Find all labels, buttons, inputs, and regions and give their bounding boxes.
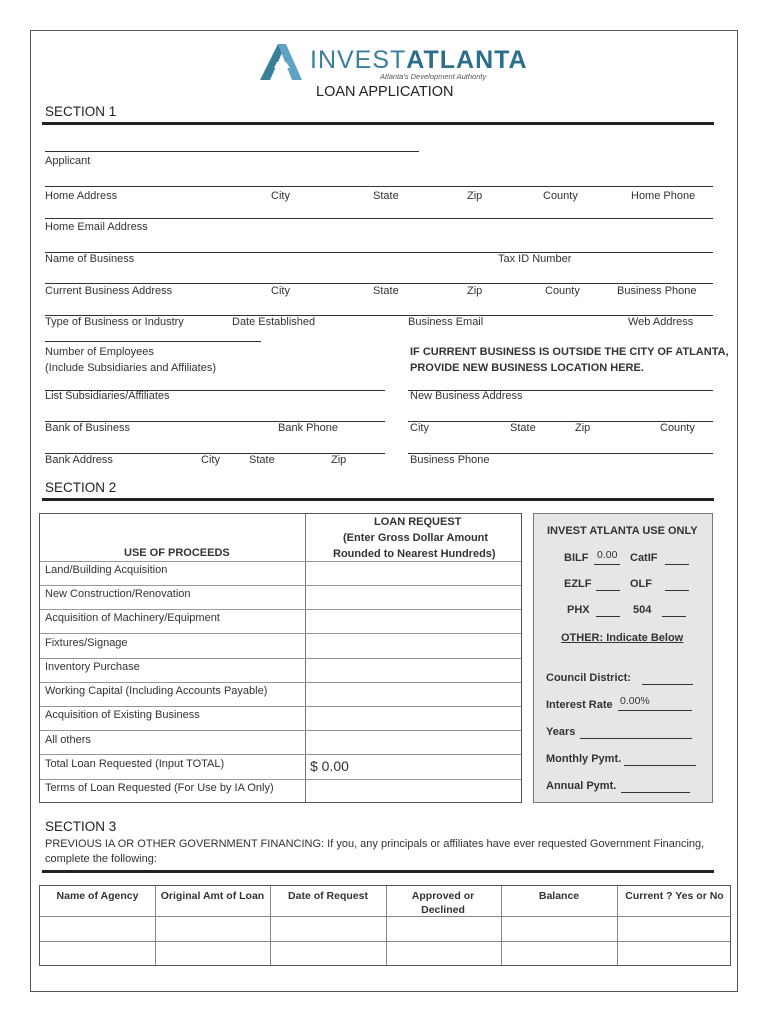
business-address-field-line[interactable] — [45, 283, 713, 284]
row-new-construction: New Construction/Renovation — [45, 588, 191, 600]
section-3-intro: PREVIOUS IA OR OTHER GOVERNMENT FINANCING: If you, any principals or affiliates have ever requested Government Financing, — [45, 838, 705, 850]
years-field-line[interactable] — [580, 738, 692, 739]
new-zip-label: Zip — [575, 422, 591, 434]
row-machinery: Acquisition of Machinery/Equipment — [45, 612, 220, 624]
col-balance: Balance — [538, 890, 580, 902]
catif-field-line[interactable] — [665, 564, 689, 565]
row-all-others: All others — [45, 734, 91, 746]
business-county-label: County — [545, 285, 580, 297]
home-county-label: County — [543, 190, 578, 202]
row-divider — [40, 706, 521, 707]
row-divider — [40, 916, 730, 917]
business-name-field-line[interactable] — [45, 252, 713, 253]
bank-of-business-label: Bank of Business — [45, 422, 130, 434]
employees-label: Number of Employees — [45, 346, 154, 358]
section-3-heading: SECTION 3 — [45, 819, 117, 834]
olf-label: OLF — [630, 578, 652, 590]
new-address-label: New Business Address — [410, 390, 523, 402]
new-city-label: City — [410, 422, 429, 434]
section-1-heading: SECTION 1 — [45, 104, 117, 119]
home-address-field-line[interactable] — [45, 186, 713, 187]
section-2-heading: SECTION 2 — [45, 480, 117, 495]
row-working-capital: Working Capital (Including Accounts Payable) — [45, 685, 268, 697]
olf-field-line[interactable] — [665, 590, 689, 591]
row-divider — [40, 754, 521, 755]
col-approved-or-declined: Approved or Declined — [411, 890, 475, 916]
home-city-label: City — [271, 190, 290, 202]
years-label: Years — [546, 726, 576, 738]
home-email-label: Home Email Address — [45, 221, 148, 233]
bank-zip-label: Zip — [331, 454, 347, 466]
interest-rate-field-line[interactable] — [618, 710, 692, 711]
home-address-label: Home Address — [45, 190, 118, 202]
date-established-label: Date Established — [232, 316, 316, 328]
row-divider — [305, 561, 521, 562]
logo-wordmark: INVESTATLANTA — [310, 46, 528, 74]
business-email-label: Business Email — [408, 316, 484, 328]
outside-city-notice-line2: PROVIDE NEW BUSINESS LOCATION HERE. — [410, 362, 644, 374]
ia-use-heading: INVEST ATLANTA USE ONLY — [547, 525, 698, 537]
business-address-label: Current Business Address — [45, 285, 173, 297]
loan-request-sub2: Rounded to Nearest Hundreds) — [333, 548, 496, 560]
applicant-field-line[interactable] — [45, 151, 419, 152]
row-inventory: Inventory Purchase — [45, 661, 140, 673]
row-loan-terms: Terms of Loan Requested (For Use by IA Only) — [45, 782, 274, 794]
bank-city-label: City — [201, 454, 220, 466]
row-existing-business: Acquisition of Existing Business — [45, 709, 200, 721]
bank-state-label: State — [249, 454, 275, 466]
bank-address-label: Bank Address — [45, 454, 113, 466]
row-divider — [40, 585, 521, 586]
row-total-loan: Total Loan Requested (Input TOTAL) — [45, 758, 225, 770]
council-district-label: Council District: — [546, 672, 631, 684]
row-divider — [40, 609, 521, 610]
invest-atlanta-logo-icon — [256, 42, 306, 82]
new-business-phone-label: Business Phone — [410, 454, 490, 466]
section-3-rule — [42, 870, 714, 873]
row-land-building: Land/Building Acquisition — [45, 564, 168, 576]
business-city-label: City — [271, 285, 290, 297]
logo-tagline: Atlanta's Development Authority — [380, 72, 487, 81]
home-phone-label: Home Phone — [631, 190, 696, 202]
interest-rate-value[interactable]: 0.00% — [620, 695, 650, 707]
business-zip-label: Zip — [467, 285, 483, 297]
row-divider — [40, 633, 521, 634]
invest-atlanta-use-only-box — [533, 513, 713, 803]
column-divider — [386, 886, 387, 965]
row-divider — [40, 682, 521, 683]
employees-field-line[interactable] — [45, 341, 261, 342]
row-divider — [40, 658, 521, 659]
section-1-rule — [42, 122, 714, 125]
504-field-line[interactable] — [662, 616, 686, 617]
row-divider — [40, 941, 730, 942]
home-state-label: State — [373, 190, 399, 202]
council-district-field-line[interactable] — [642, 684, 693, 685]
business-phone-label: Business Phone — [617, 285, 697, 297]
col-date-of-request: Date of Request — [288, 890, 368, 902]
tax-id-label: Tax ID Number — [498, 253, 572, 265]
504-label: 504 — [633, 604, 652, 616]
bilf-value[interactable]: 0.00 — [597, 549, 618, 561]
phx-field-line[interactable] — [596, 616, 620, 617]
use-of-proceeds-header: USE OF PROCEEDS — [124, 547, 230, 559]
employees-sub-label: (Include Subsidiaries and Affiliates) — [45, 362, 217, 374]
subsidiaries-label: List Subsidiaries/Affiliates — [45, 390, 170, 402]
section-2-rule — [42, 498, 714, 501]
web-address-label: Web Address — [628, 316, 694, 328]
bilf-field-line[interactable] — [594, 564, 620, 565]
row-fixtures: Fixtures/Signage — [45, 637, 128, 649]
section-3-intro-line2: complete the following: — [45, 853, 157, 865]
total-loan-value[interactable]: $ 0.00 — [310, 758, 349, 774]
loan-request-sub1: (Enter Gross Dollar Amount — [343, 532, 489, 544]
row-divider — [40, 730, 521, 731]
use-of-proceeds-table — [39, 513, 522, 803]
interest-rate-label: Interest Rate — [546, 699, 613, 711]
annual-payment-label: Annual Pymt. — [546, 780, 617, 792]
new-county-label: County — [660, 422, 695, 434]
home-email-field-line[interactable] — [45, 218, 713, 219]
applicant-label: Applicant — [45, 155, 91, 167]
loan-request-header: LOAN REQUEST — [374, 516, 462, 528]
other-label: OTHER: Indicate Below — [561, 632, 684, 644]
catif-label: CatIF — [630, 552, 658, 564]
monthly-payment-label: Monthly Pymt. — [546, 753, 622, 765]
ezlf-field-line[interactable] — [596, 590, 620, 591]
col-original-amount: Original Amt of Loan — [160, 890, 265, 902]
bilf-label: BILF — [564, 552, 589, 564]
bank-phone-label: Bank Phone — [278, 422, 338, 434]
new-state-label: State — [510, 422, 536, 434]
row-divider — [40, 779, 521, 780]
business-type-label: Type of Business or Industry — [45, 316, 184, 328]
monthly-payment-field-line[interactable] — [624, 765, 696, 766]
outside-city-notice: IF CURRENT BUSINESS IS OUTSIDE THE CITY OF ATLANTA, — [410, 346, 729, 358]
col-name-of-agency: Name of Agency — [56, 890, 139, 902]
annual-payment-field-line[interactable] — [621, 792, 690, 793]
phx-label: PHX — [567, 604, 590, 616]
business-state-label: State — [373, 285, 399, 297]
col-current: Current ? Yes or No — [625, 890, 724, 902]
government-financing-table — [39, 885, 731, 966]
home-zip-label: Zip — [467, 190, 483, 202]
business-name-label: Name of Business — [45, 253, 135, 265]
row-divider — [40, 561, 305, 562]
page-title: LOAN APPLICATION — [316, 84, 454, 100]
ezlf-label: EZLF — [564, 578, 592, 590]
